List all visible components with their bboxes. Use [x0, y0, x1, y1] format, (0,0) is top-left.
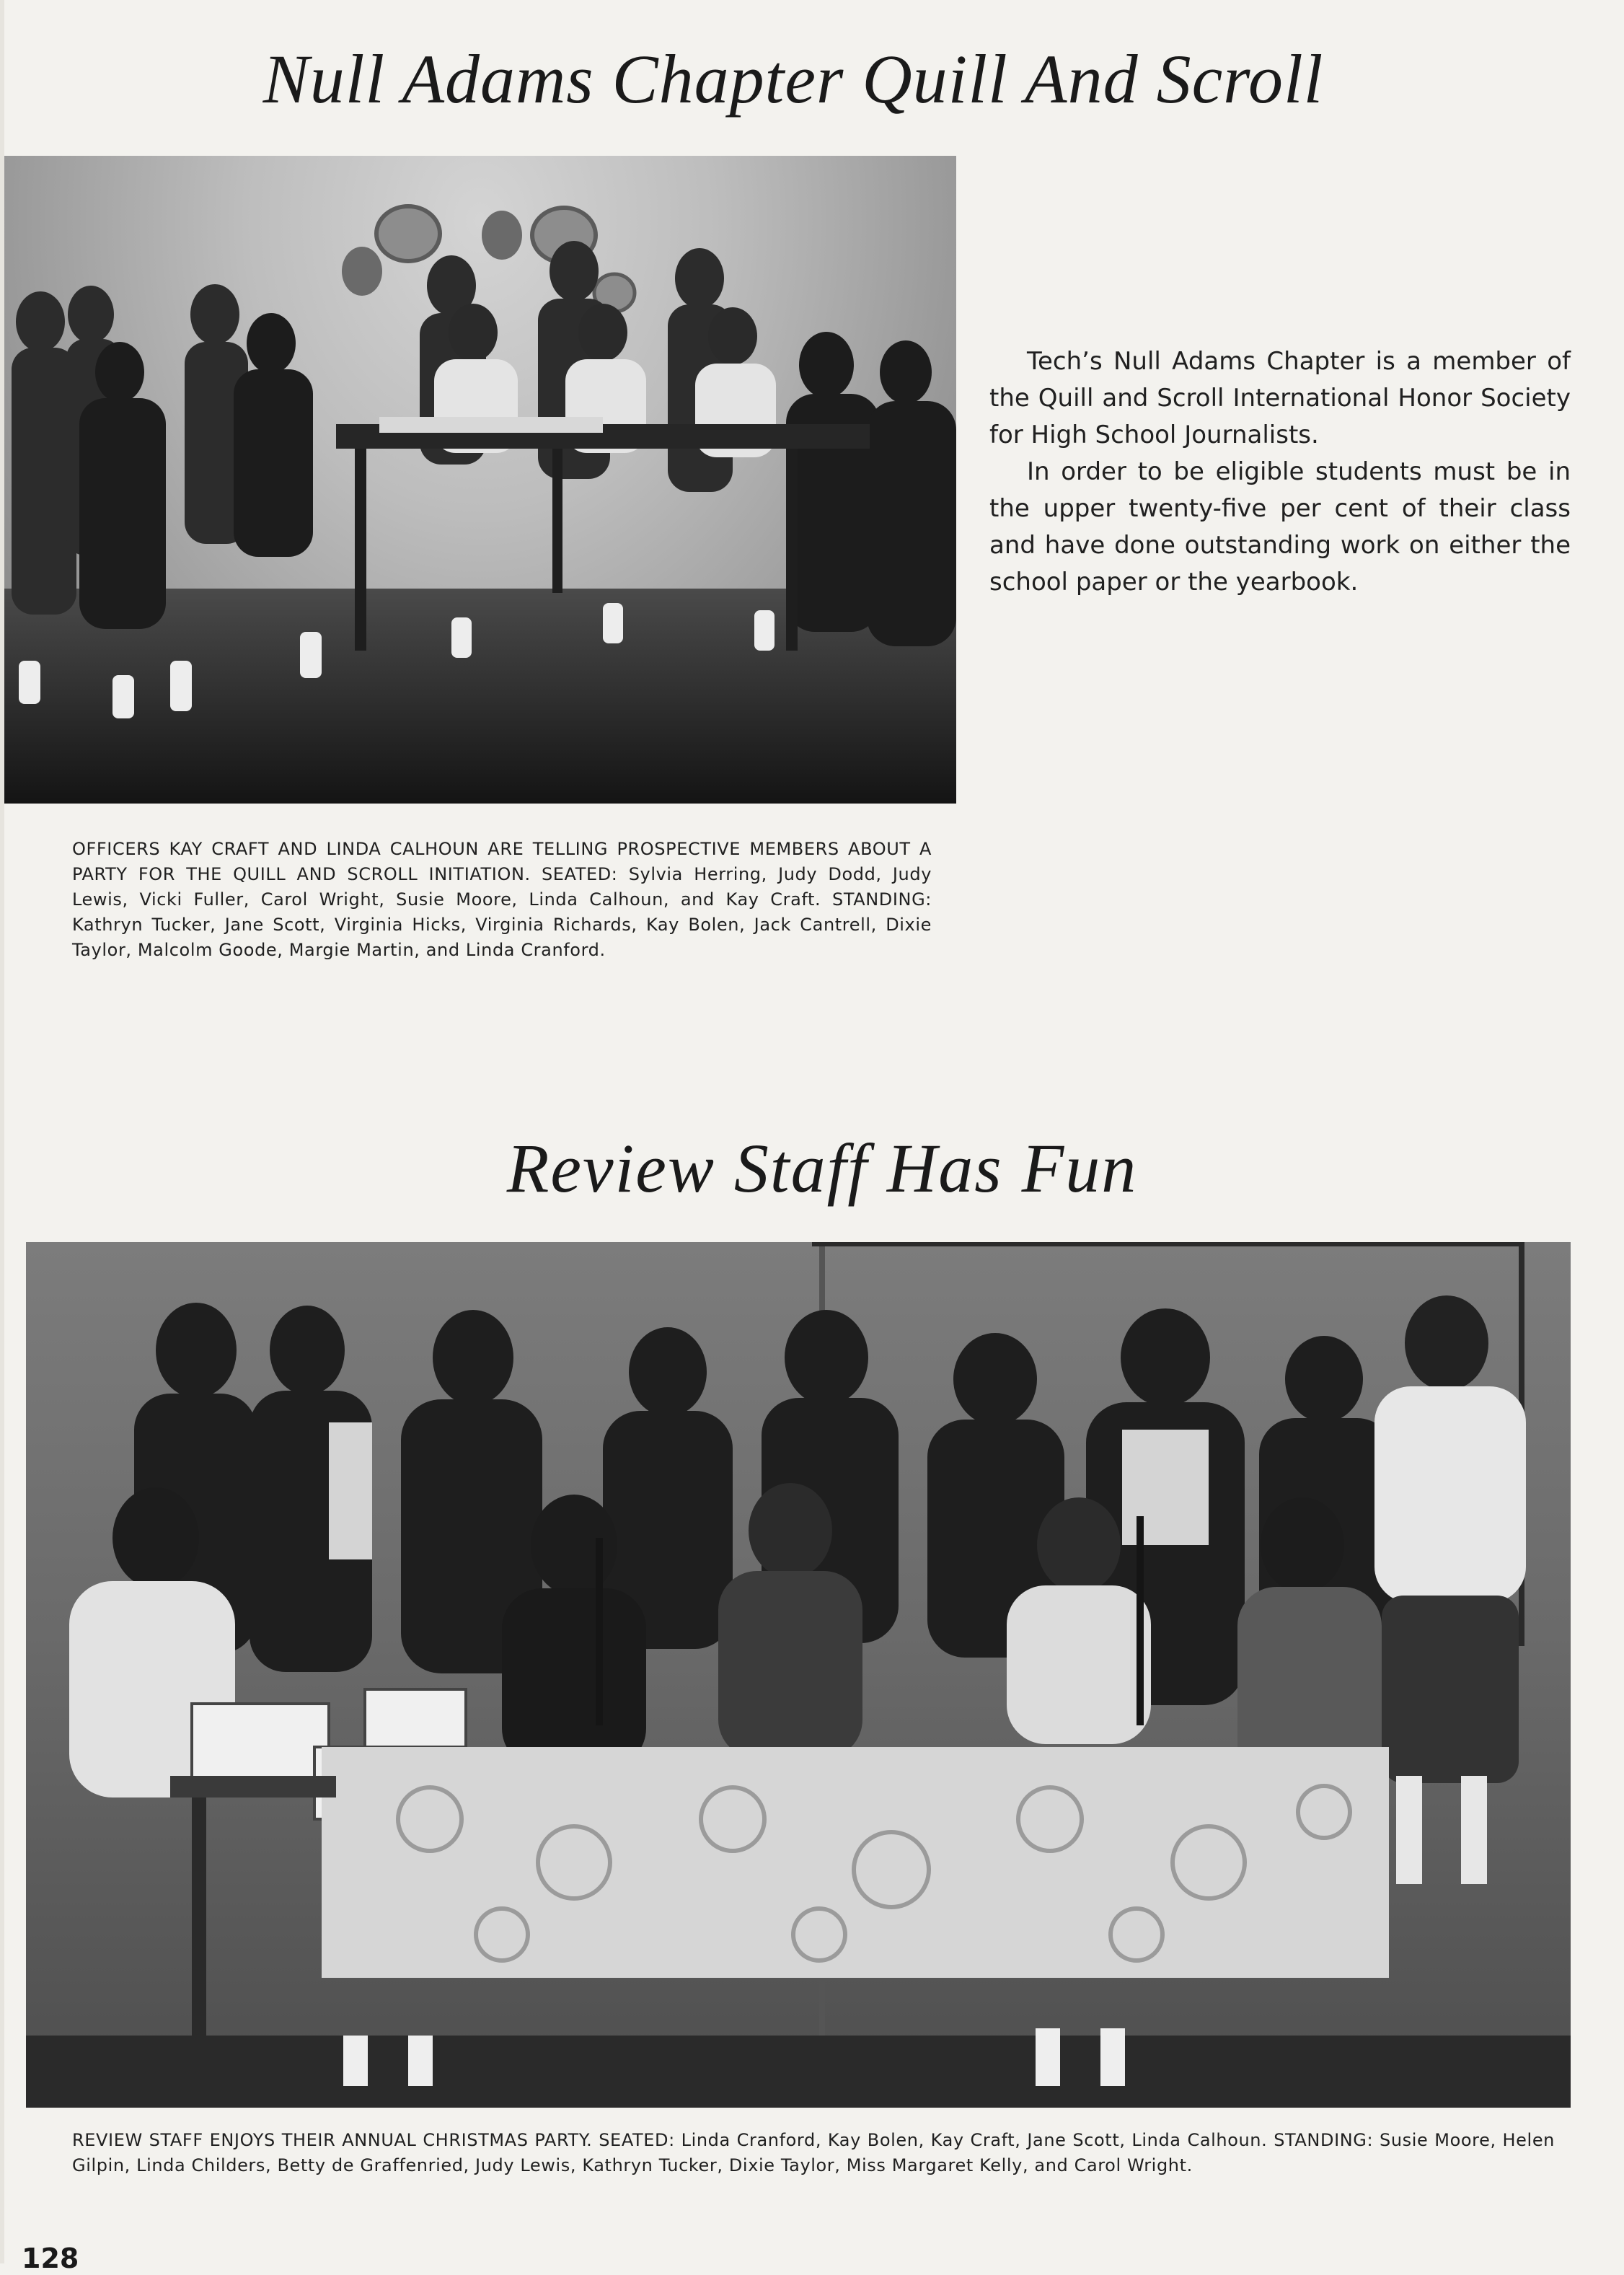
group-photo-illustration: [4, 156, 956, 804]
description-paragraph: Tech’s Null Adams Chapter is a member of the Quill and Scroll International Honor Society for High School Journalists.: [989, 347, 1571, 449]
party-photo-illustration: [26, 1242, 1571, 2108]
description-paragraph: In order to be eligible students must be in the upper twenty-five per cent of their class and have done outstanding work on either the school paper or the yearbook.: [989, 457, 1571, 597]
quill-and-scroll-group-photo: [4, 156, 956, 804]
review-staff-heading: Review Staff Has Fun: [506, 1130, 1138, 1207]
review-staff-photo-caption: REVIEW STAFF ENJOYS THEIR ANNUAL CHRISTMAS PARTY. SEATED: Linda Cranford, Kay Bolen, Kay Craft, Jane Scott, Linda Calhoun. STANDING: Susie Moore, Helen Gilpin, Linda Childers, Betty de Graffenried, Judy Lewis, Kathryn Tucker, Dixie Taylor, Miss Margaret Kelly, and Carol Wright.: [72, 2130, 1555, 2175]
review-staff-party-photo: [26, 1242, 1571, 2108]
page-number: 128: [22, 2243, 79, 2274]
quill-and-scroll-heading: Null Adams Chapter Quill And Scroll: [262, 40, 1324, 118]
quill-and-scroll-description: [989, 343, 1571, 601]
quill-and-scroll-photo-caption: OFFICERS KAY CRAFT AND LINDA CALHOUN ARE TELLING PROSPECTIVE MEMBERS ABOUT A PARTY FOR THE QUILL AND SCROLL INITIATION. SEATED: Sylvia Herring, Judy Dodd, Judy Lewis, Vicki Fuller, Carol Wright, Susie Moore, Linda Calhoun, and Kay Craft. STANDING: Kathryn Tucker, Jane Scott, Virginia Hicks, Virginia Richards, Kay Bolen, Jack Cantrell, Dixie Taylor, Malcolm Goode, Margie Martin, and Linda Cranford.: [72, 839, 932, 960]
